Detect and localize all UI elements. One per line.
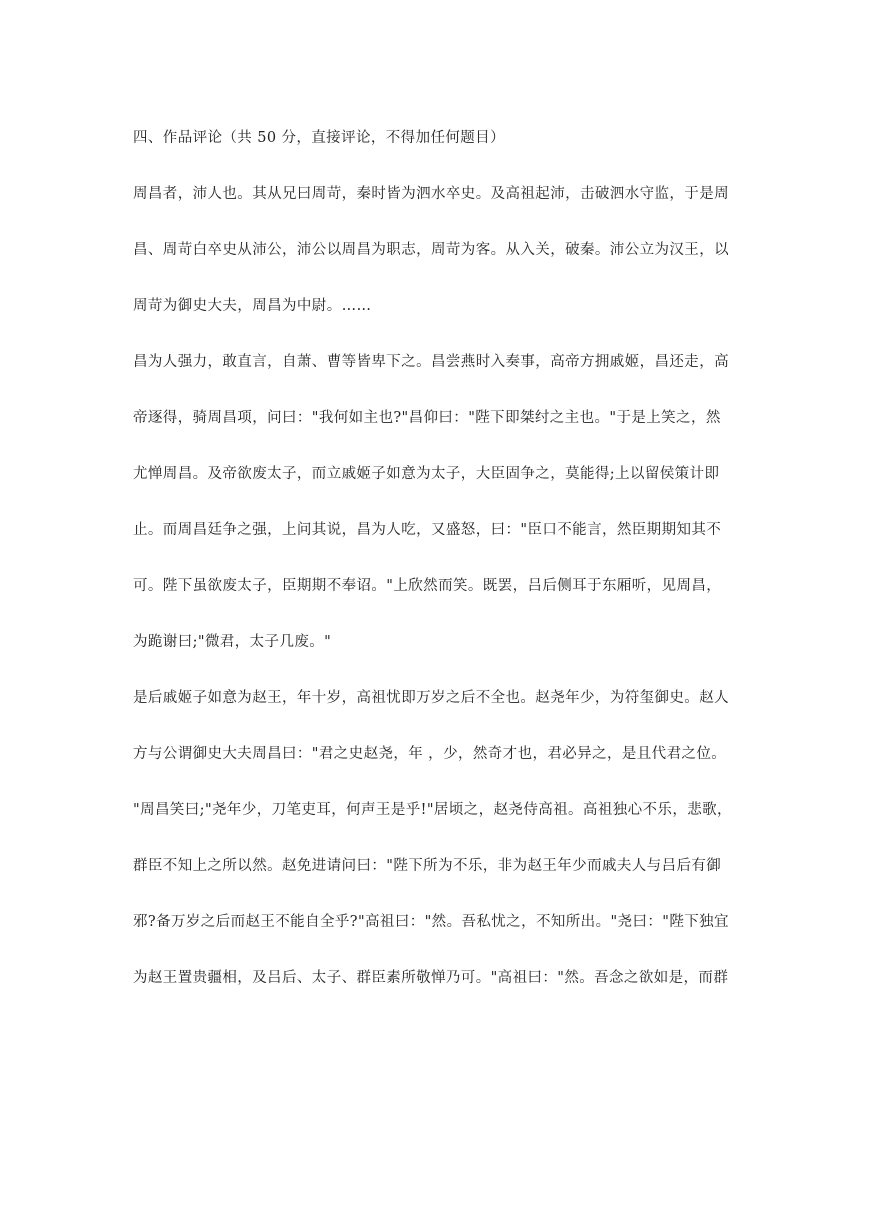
text-line: 可。陛下虽欲废太子，臣期期不奉诏。"上欣然而笑。既罢，吕后侧耳于东厢听，见周昌， — [133, 578, 722, 594]
text-line: 昌为人强力，敢直言，自萧、曹等皆卑下之。昌尝燕时入奏事，高帝方拥戚姬，昌还走，高 — [133, 354, 729, 370]
text-line: 帝逐得，骑周昌项，问曰："我何如主也?"昌仰曰："陛下即桀纣之主也。"于是上笑之，然 — [133, 410, 721, 426]
text-line: 止。而周昌廷争之强，上问其说，昌为人吃，又盛怒，曰："臣口不能言，然臣期期知其不 — [133, 522, 722, 538]
text-line: 周苛为御史大夫，周昌为中尉。…… — [133, 298, 372, 314]
text-line: 为跪谢曰;"微君，太子几废。" — [133, 634, 332, 650]
text-line: 昌、周苛白卒史从沛公，沛公以周昌为职志，周苛为客。从入关，破秦。沛公立为汉王，以 — [133, 242, 729, 258]
text-line: "周昌笑曰;"尧年少，刀笔吏耳，何声王是乎!"居顷之，赵尧侍高祖。高祖独心不乐，悲歌， — [133, 802, 732, 818]
text-line: 尤惮周昌。及帝欲废太子，而立戚姬子如意为太子，大臣固争之，莫能得;上以留侯策计即 — [133, 466, 720, 482]
section-heading: 四、作品评论（共 50 分，直接评论，不得加任何题目） — [133, 130, 505, 146]
text-line: 为赵王置贵疆相，及吕后、太子、群臣素所敬惮乃可。"高祖曰："然。吾念之欲如是，而群 — [133, 970, 729, 986]
text-line: 邪?备万岁之后而赵王不能自全乎?"高祖曰："然。吾私忧之，不知所出。"尧曰："陛下独宜 — [133, 914, 729, 930]
text-line: 周昌者，沛人也。其从兄曰周苛，秦时皆为泗水卒史。及高祖起沛，击破泗水守监，于是周 — [133, 186, 729, 202]
text-line: 是后戚姬子如意为赵王，年十岁，高祖忧即万岁之后不全也。赵尧年少，为符玺御史。赵人 — [133, 690, 729, 706]
text-line: 方与公谓御史大夫周昌曰："君之史赵尧，年 ，少，然奇才也，君必异之，是且代君之位。 — [133, 746, 727, 762]
text-line: 群臣不知上之所以然。赵免进请问曰："陛下所为不乐，非为赵王年少而戚夫人与吕后有御 — [133, 858, 722, 874]
